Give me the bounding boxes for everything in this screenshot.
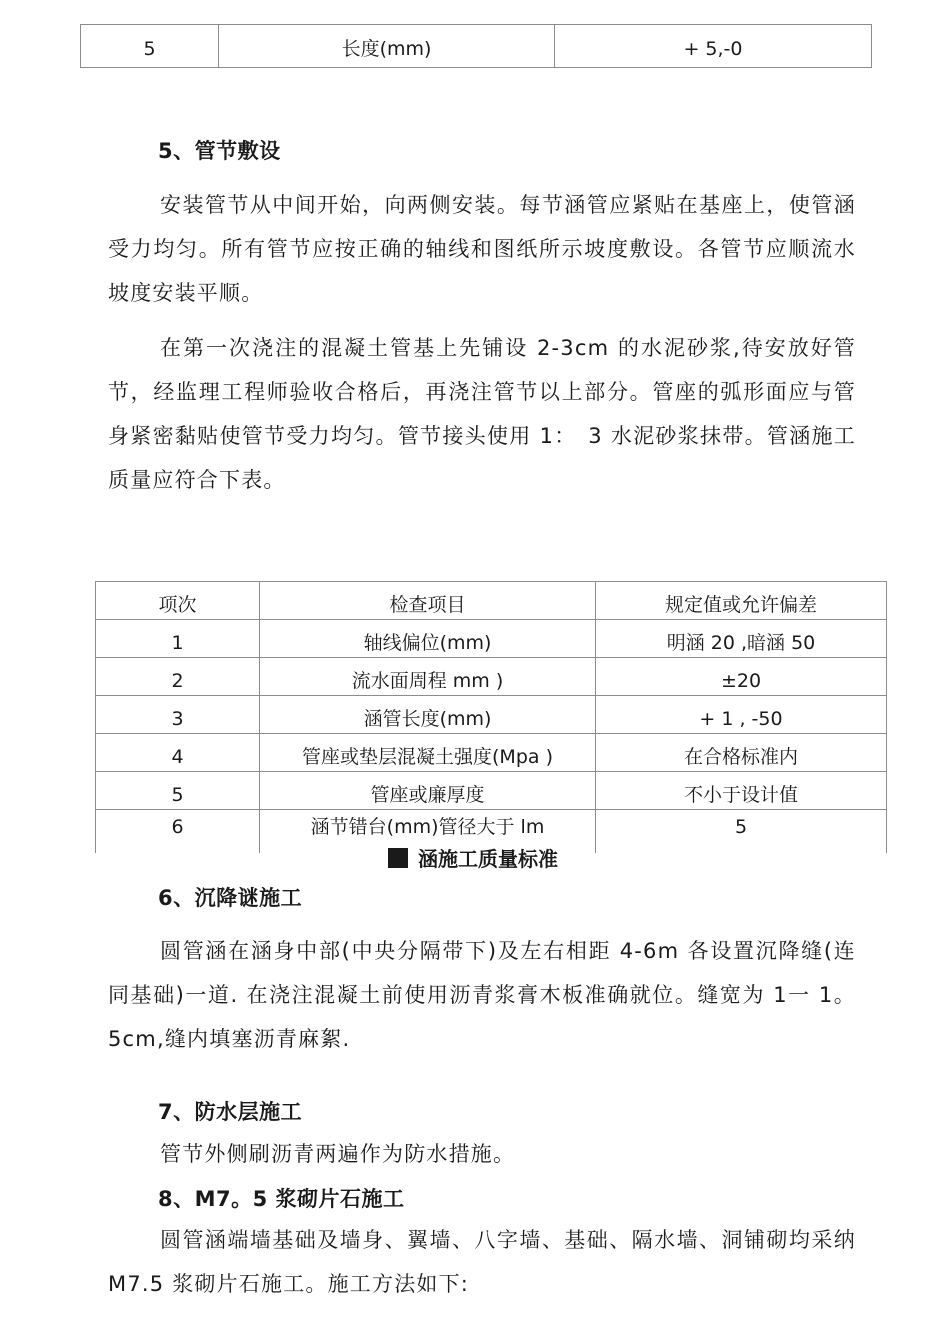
table-cell: 流水面周程 mm )	[260, 658, 596, 696]
table-cell: 4	[96, 734, 260, 772]
table-cell: 3	[96, 696, 260, 734]
column-header: 项次	[96, 582, 260, 620]
table-row	[96, 734, 887, 772]
paragraph: 圆管涵端墙基础及墙身、翼墙、八字墙、基础、隔水墙、洞铺砌均采纳 M7.5 浆砌片石施工。施工方法如下:	[108, 1228, 856, 1296]
table-cell: 不小于设计值	[596, 772, 887, 810]
table-row	[96, 658, 887, 696]
section-heading-8: 8、M7。5 浆砌片石施工	[158, 1187, 405, 1211]
table-caption-text: 涵施工质量标准	[418, 847, 558, 871]
table-cell: 在合格标准内	[596, 734, 887, 772]
paragraph: 在第一次浇注的混凝土管基上先铺设 2-3cm 的水泥砂浆,待安放好管节，经监理工程师验收合格后，再浇注管节以上部分。管座的弧形面应与管身紧密黏贴使管节受力均匀。管节接头使用 1： 3 水泥砂浆抹带。管涵施工质量应符合下表。	[108, 336, 856, 492]
table-cell: 涵管长度(mm)	[260, 696, 596, 734]
table-cell: 涵节错台(mm)管径大于 lm	[260, 810, 596, 854]
paragraph: 圆管涵在涵身中部(中央分隔带下)及左右相距 4-6m 各设置沉降缝(连同基础)一道. 在浇注混凝土前使用沥青浆膏木板准确就位。缝宽为 1一 1。5cm,缝内填塞沥青麻絮.	[108, 939, 856, 1051]
table-row	[96, 772, 887, 810]
table-cell: 5	[81, 25, 219, 68]
table-cell: 5	[596, 810, 887, 854]
tolerance-table-tail	[80, 24, 872, 68]
quality-standard-table	[95, 581, 887, 853]
table-caption	[388, 843, 558, 872]
table-cell: 管座或廉厚度	[260, 772, 596, 810]
black-square-icon	[388, 848, 408, 868]
paragraph: 管节外侧刷沥青两遍作为防水措施。	[160, 1142, 516, 1166]
section-heading-5: 5、管节敷设	[158, 139, 281, 163]
table-cell: 明涵 20 ,暗涵 50	[596, 620, 887, 658]
section-heading-7: 7、防水层施工	[158, 1100, 303, 1124]
table-row	[96, 620, 887, 658]
table-cell: 5	[96, 772, 260, 810]
table-cell: 1	[96, 620, 260, 658]
column-header: 检查项目	[260, 582, 596, 620]
table-cell: 6	[96, 810, 260, 854]
table-cell: 管座或垫层混凝土强度(Mpa )	[260, 734, 596, 772]
table-row	[81, 25, 872, 68]
section-heading-6: 6、沉降谜施工	[158, 886, 303, 910]
table-cell: + 1 , -50	[596, 696, 887, 734]
table-cell: 轴线偏位(mm)	[260, 620, 596, 658]
table-cell: ±20	[596, 658, 887, 696]
table-cell: + 5,-0	[555, 25, 872, 68]
table-header-row	[96, 582, 887, 620]
column-header: 规定值或允许偏差	[596, 582, 887, 620]
table-cell: 2	[96, 658, 260, 696]
paragraph: 安装管节从中间开始，向两侧安装。每节涵管应紧贴在基座上，使管涵受力均匀。所有管节应按正确的轴线和图纸所示坡度敷设。各管节应顺流水坡度安装平顺。	[108, 193, 856, 305]
table-row	[96, 696, 887, 734]
table-cell: 长度(mm)	[219, 25, 555, 68]
